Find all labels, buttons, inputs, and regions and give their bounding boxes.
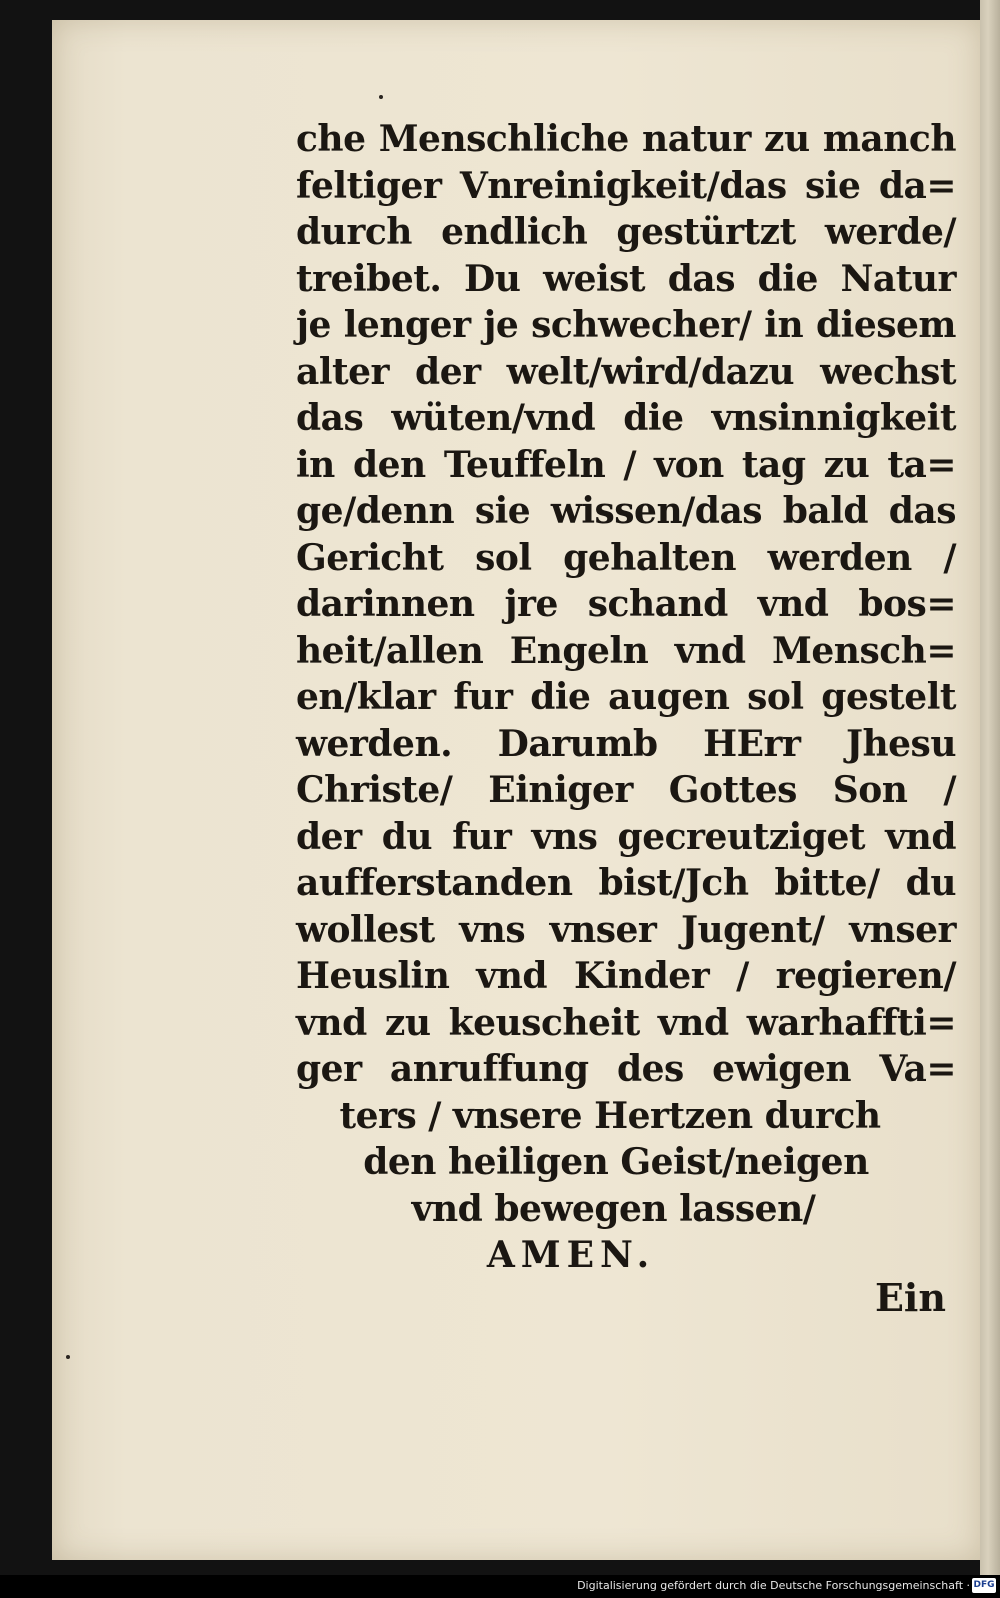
dfg-logo: DFG	[972, 1578, 996, 1593]
catchword: Ein	[874, 1275, 946, 1320]
body-text	[296, 116, 956, 1279]
text-line: ters / vnsere Hertzen durch	[339, 1094, 881, 1137]
text-line: darinnen jre schand vnd bos=	[296, 583, 956, 625]
text-line: werden. Darumb HErr Jhesu	[296, 722, 956, 765]
text-line: vnd bewegen lassen/	[411, 1187, 816, 1230]
text-line: durch endlich gestürtzt werde/	[296, 211, 956, 253]
text-line: vnd zu keuscheit vnd warhaffti=	[296, 1001, 956, 1044]
text-line: Christe/ Einiger Gottes Son /	[296, 769, 956, 811]
text-line: feltiger Vnreinigkeit/das sie da=	[296, 164, 956, 207]
text-line: den heiligen Geist/neigen	[363, 1141, 869, 1183]
text-line: aufferstanden bist/Jch bitte/ du	[296, 862, 956, 904]
text-line: wollest vns vnser Jugent/ vnser	[296, 908, 956, 951]
ink-speck	[66, 1355, 70, 1359]
funding-credit: Digitalisierung gefördert durch die Deutsche Forschungsgemeinschaft ·	[577, 1579, 970, 1592]
ink-speck	[379, 95, 383, 99]
text-line: das wüten/vnd die vnsinnigkeit	[296, 397, 956, 439]
text-line: ger anruffung des ewigen Va=	[296, 1048, 956, 1090]
amen-line: AMEN.	[486, 1234, 656, 1276]
text-line: ge/denn sie wissen/das bald das	[296, 490, 956, 532]
text-line: in den Teuffeln / von tag zu ta=	[296, 443, 956, 486]
page-edge	[980, 0, 1000, 1575]
footer-bar	[0, 1575, 1000, 1598]
text-line: der du fur vns gecreutziget vnd	[296, 815, 956, 858]
text-line: che Menschliche natur zu manch	[296, 118, 956, 160]
text-line: en/klar fur die augen sol gestelt	[296, 676, 956, 718]
text-line: Gericht sol gehalten werden /	[296, 536, 956, 579]
text-line: je lenger je schwecher/ in diesem	[296, 304, 956, 346]
text-line: treibet. Du weist das die Natur	[296, 257, 956, 300]
text-line: alter der welt/wird/dazu wechst	[296, 350, 956, 393]
text-line: heit/allen Engeln vnd Mensch=	[296, 629, 956, 672]
text-line: Heuslin vnd Kinder / regieren/	[296, 955, 956, 997]
